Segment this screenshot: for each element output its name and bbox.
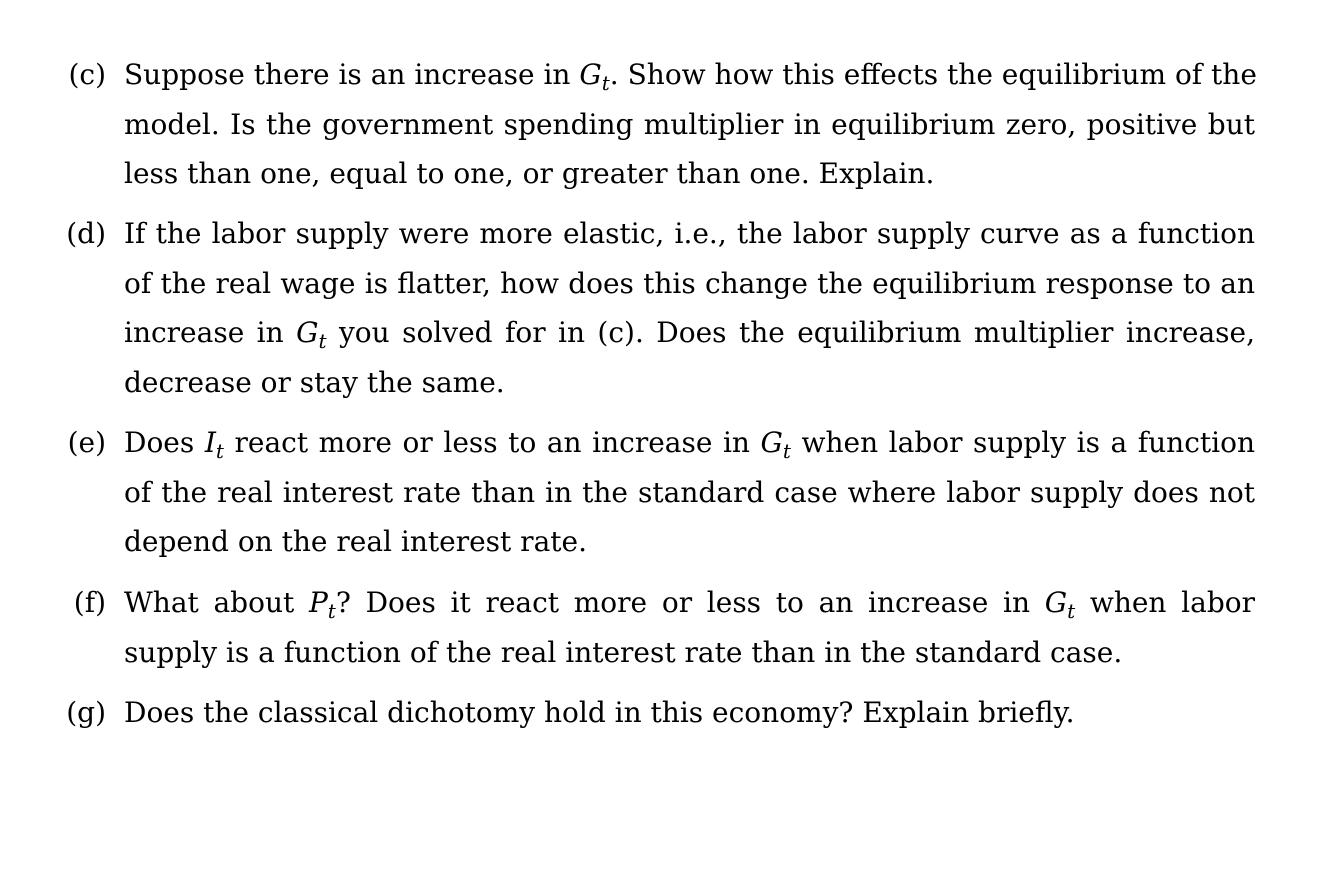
math-variable [204,426,224,463]
text-fragment: react more or less to an increase in [223,426,761,459]
text-fragment: decrease or stay the same. [124,365,505,399]
text-line [124,259,1255,309]
text-line [124,628,1255,678]
math-subscript: t [318,329,327,353]
text-line [124,688,1255,738]
text-fragment: supply is a function of the real interest rate than in the standard case. [124,635,1123,669]
math-subscript: t [1067,599,1076,623]
text-line [124,209,1255,259]
text-line [124,308,1255,358]
math-symbol: G [760,426,783,459]
text-line [124,418,1255,468]
math-variable [760,426,791,463]
math-symbol: G [579,58,602,91]
question-label: (c) [68,58,106,91]
math-subscript: t [327,599,336,623]
text-line [124,149,1255,199]
text-line [124,358,1255,408]
text-fragment: when labor supply is a function [790,426,1255,459]
text-fragment: of the real interest rate than in the standard case where labor supply does not [124,475,1255,509]
text-fragment: Does [124,426,205,459]
question-label: (e) [67,426,106,459]
math-symbol: P [308,586,328,619]
text-fragment: ? Does it react more or less to an increase in [335,586,1045,619]
text-fragment: increase in [124,316,297,349]
text-fragment: Suppose there is an increase in [124,58,580,91]
math-subscript: t [601,71,610,95]
math-variable [1044,586,1076,623]
math-variable [579,58,610,95]
text-line [124,50,1255,100]
text-line [124,517,1255,567]
text-fragment: model. Is the government spending multiplier in equilibrium zero, positive but [124,107,1255,141]
math-symbol: G [1044,586,1068,619]
math-symbol: I [204,426,216,459]
question-label: (g) [66,696,106,729]
text-fragment: Does the classical dichotomy hold in this economy? Explain briefly. [124,696,1075,729]
text-line [124,100,1255,150]
question-label: (d) [66,217,106,250]
text-fragment: If the labor supply were more elastic, i.e., the labor supply curve as a function [124,217,1255,250]
text-fragment: . Show how this effects the equilibrium of the [609,58,1257,91]
math-variable [308,586,336,623]
math-symbol: G [296,316,319,349]
math-subscript: t [782,439,791,463]
text-line [124,578,1255,628]
text-fragment: of the real wage is flatter, how does this change the equilibrium response to an [124,266,1255,300]
text-fragment: when labor [1075,586,1255,619]
question-label: (f) [73,586,106,619]
text-fragment: you solved for in (c). Does the equilibrium multiplier increase, [326,316,1256,349]
math-subscript: t [215,439,224,463]
text-fragment: depend on the real interest rate. [124,525,587,558]
math-variable [296,316,327,353]
text-fragment: less than one, equal to one, or greater than one. Explain. [124,157,935,190]
text-fragment: What about [124,586,309,619]
text-line [124,468,1255,518]
